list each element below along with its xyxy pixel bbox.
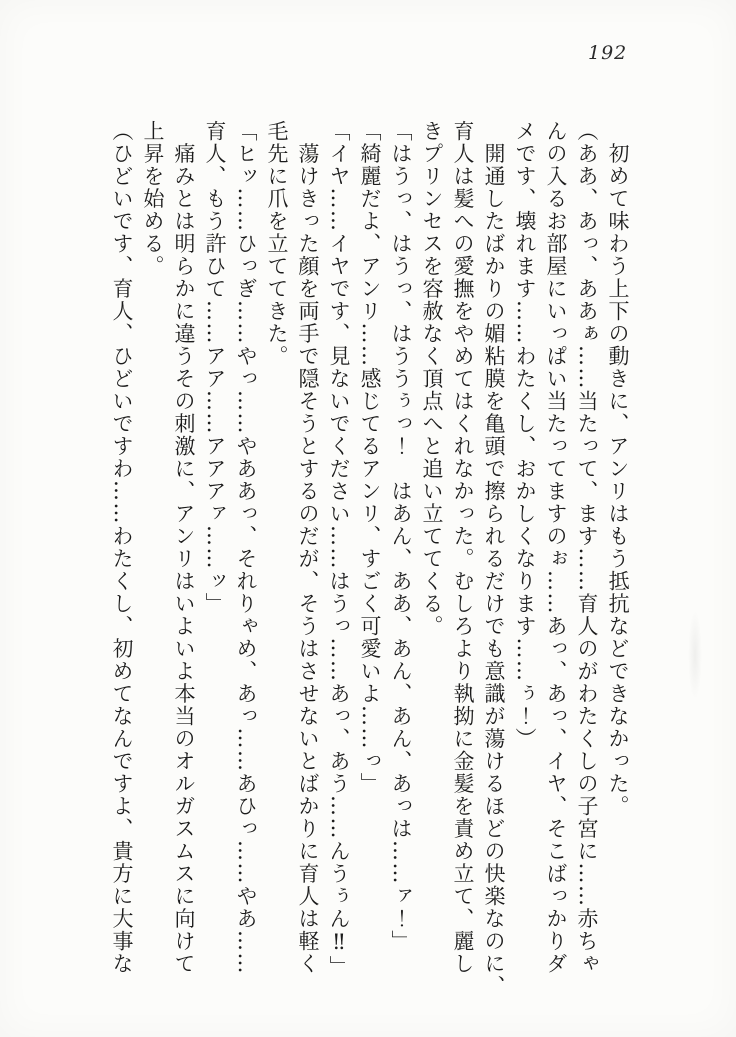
scan-artifact (688, 610, 702, 700)
text-column: 上昇を始める。 (141, 120, 165, 278)
text-column: （ひどいです、育人、ひどいですわ……わたくし、初めてなんですよ、貴方に大事な (110, 120, 134, 975)
text-column: 痛みとは明らかに違うその刺激に、アンリはいよいよ本当のオルガスムスに向けて (172, 120, 196, 975)
text-column: 「綺麗だよ、アンリ……感じてるアンリ、すごく可愛いよ……っ」 (358, 120, 382, 795)
page-number: 192 (588, 42, 628, 64)
text-column: んの入るお部屋にいっぱい当たってますのぉ……あっ、あっ、イヤ、そこばっかりダ (544, 120, 568, 975)
text-column: メです、壊れます……わたくし、おかしくなります……ぅ！） (513, 120, 537, 750)
text-column: 「はうっ、はうっ、はううぅっ！ はあん、ああ、あん、あん、あっは……ァ！」 (389, 120, 413, 953)
text-column: 育人は髪への愛撫をやめてはくれなかった。むしろより執拗に金髪を責め立て、麗し (451, 120, 475, 975)
text-column: 開通したばかりの媚粘膜を亀頭で擦られるだけでも意識が蕩けるほどの快楽なのに、 (482, 120, 506, 998)
text-column: きプリンセスを容赦なく頂点へと追い立ててくる。 (420, 120, 444, 638)
text-column: 育人、もう許ひて……アア……アアアァ……ッ」 (203, 120, 227, 615)
text-block (106, 120, 633, 1008)
text-column: 蕩けきった顔を両手で隠そうとするのだが、そうはさせないとばかりに育人は軽く (296, 120, 320, 975)
text-column: 毛先に爪を立ててきた。 (265, 120, 289, 368)
text-column: （ああ、あっ、ああぁ……当たって、ます……育人のがわたくしの子宮に……赤ちゃ (575, 120, 599, 975)
text-column: 「ヒッ……ひっぎ……やっ……やああっ、それりゃめ、あっ……あひっ……やあ…… (234, 120, 258, 975)
text-column: 初めて味わう上下の動きに、アンリはもう抵抗などできなかった。 (606, 120, 630, 818)
text-column: 「イヤ……イヤです、見ないでください……はうっ……あっ、あう……んうぅん‼」 (327, 120, 351, 978)
